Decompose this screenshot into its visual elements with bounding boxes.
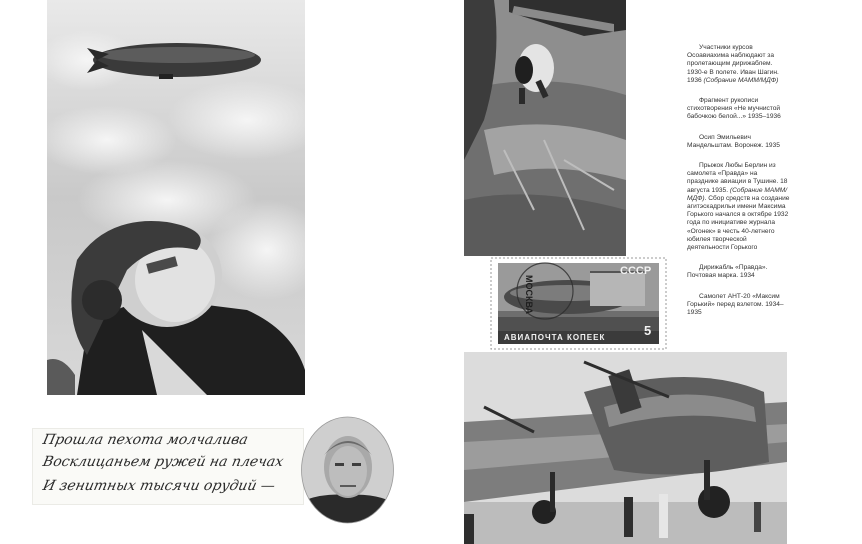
stamp-postmark: МОСКВА — [524, 275, 534, 315]
manuscript-line: Восклицаньем ружей на плечах — [41, 454, 285, 470]
caption-ant20: Самолет АНТ-20 «Максим Горький» перед взлетом. 1934–1935 — [687, 292, 784, 317]
caption-mandelstam: Осип Эмильевич Мандельштам. Воронеж. 1935 — [687, 133, 780, 149]
caption-manuscript: Фрагмент рукописи стихотворения «Не мучнистой бабочкою белой...» 1935–1936 — [687, 97, 781, 121]
manuscript-line: И зенитных тысячи орудий — — [41, 478, 277, 494]
mandelstam-portrait — [300, 415, 395, 525]
caption-parachute-jump: Прыжок Любы Берлин из самолета «Правда» на празднике авиации в Тушине. 18 августа 1935. (Собрание МАММ/ МДФ). Сбор средств на создание агитэскадрильи имени Максима Горького начался в октябре 1932 года по инициативе журнала «Огонек» в честь 40-летнего юбилея творческой деятельности Горького — [687, 162, 790, 252]
stamp-denomination: 5 — [644, 323, 652, 338]
stamp-bottom-text: АВИАПОЧТА КОПЕЕК — [504, 333, 606, 342]
caption-stamp: Дирижабль «Правда». Почтовая марка. 1934 — [687, 264, 768, 280]
captions-column — [687, 44, 790, 329]
airship-postage-stamp — [490, 257, 667, 350]
parachute-jump-photo — [464, 0, 626, 256]
manuscript-line: Прошла пехота молчалива — [41, 432, 250, 448]
caption-airship-watchers: Участники курсов Осоавиахима наблюдают за пролетающим дирижаблем. 1930-е В полете. Иван Шагин. 1936 (Собрание МАММ/МДФ) — [687, 44, 779, 84]
stamp-country: СССР — [620, 265, 652, 277]
ant20-aircraft-photo — [464, 352, 787, 544]
manuscript-fragment — [32, 428, 304, 505]
airship-and-aviator-photo — [47, 0, 305, 395]
